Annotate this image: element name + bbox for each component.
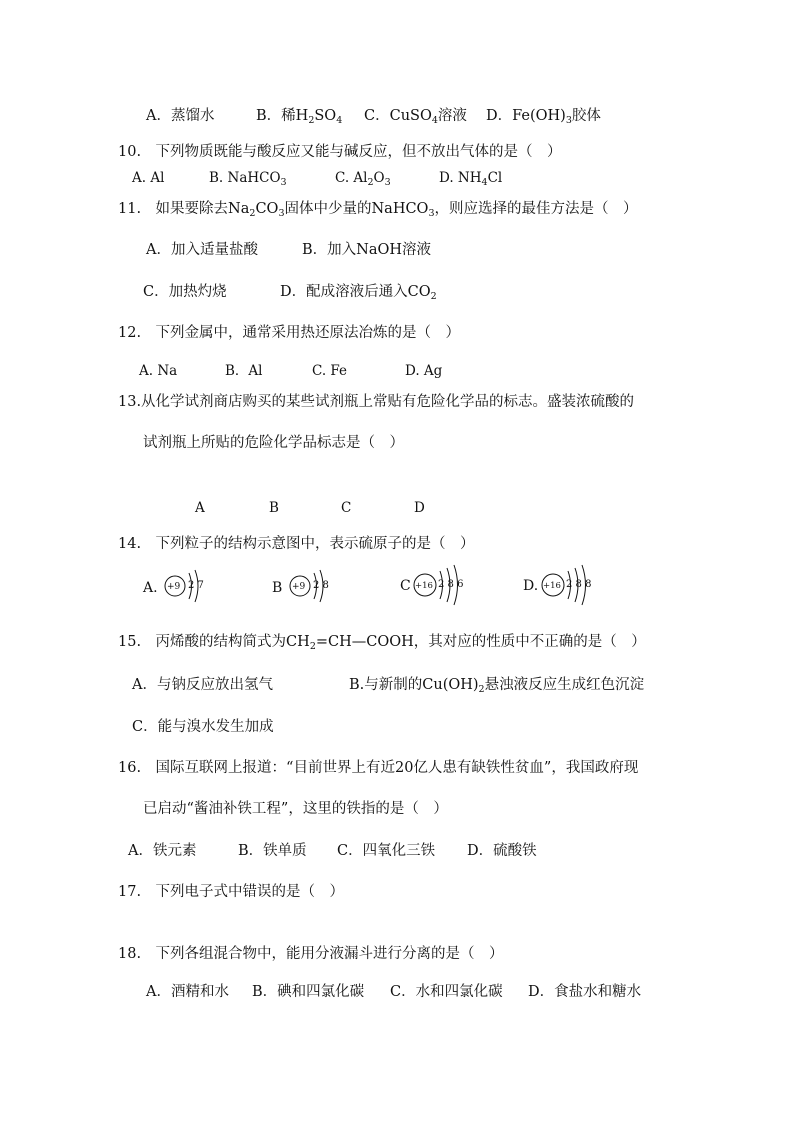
q12-stem: 12. 下列金属中，通常采用热还原法冶炼的是（ ）	[118, 325, 461, 341]
nucleus-charge: +9	[167, 582, 181, 592]
q18-option-b[interactable]: B．碘和四氯化碳	[252, 984, 365, 1000]
q13-option-d[interactable]: D	[414, 500, 425, 516]
q9-option-a[interactable]: A．蒸馏水	[146, 108, 215, 124]
q14-option-d[interactable]	[523, 563, 603, 603]
q9-option-c[interactable]: C．CuSO$_4$溶液	[364, 108, 467, 126]
q13-stem-line-2: 试剂瓶上所贴的危险化学品标志是（ ）	[143, 435, 404, 451]
q15-option-b[interactable]: B.与新制的$Cu(OH)_2$悬浊液反应生成红色沉淀	[349, 677, 645, 695]
option-label: B	[272, 580, 283, 596]
nucleus-charge: +16	[543, 581, 561, 591]
option-label: A.	[143, 580, 158, 596]
q13-option-a[interactable]: A	[195, 500, 205, 516]
option-label: D.	[523, 578, 539, 594]
q14-option-a[interactable]	[143, 566, 213, 606]
q14-option-c[interactable]	[400, 563, 480, 603]
q10-stem: 10. 下列物质既能与酸反应又能与碱反应，但不放出气体的是（ ）	[118, 144, 562, 160]
electron-counts: 2 8	[313, 580, 329, 591]
q15-option-a[interactable]: A．与钠反应放出氢气	[132, 677, 273, 693]
q14-stem: 14. 下列粒子的结构示意图中，表示硫原子的是（ ）	[118, 536, 475, 552]
q18-stem: 18. 下列各组混合物中，能用分液漏斗进行分离的是（ ）	[118, 946, 504, 962]
q13-stem-line-1: 13.从化学试剂商店购买的某些试剂瓶上常贴有危险化学品的标志。盛装浓硫酸的	[118, 394, 635, 410]
electron-counts: 2 8 6	[438, 579, 464, 590]
q15-option-c[interactable]: C．能与溴水发生加成	[132, 719, 274, 735]
nucleus-charge: +16	[415, 581, 433, 591]
q10-option-b[interactable]: B. NaHCO$_3$	[209, 170, 287, 188]
q9-option-b[interactable]: B．稀$H_2SO_4$	[256, 108, 343, 126]
q10-option-c[interactable]: C. $Al_2O_3$	[335, 170, 391, 188]
q12-option-b[interactable]: B．Al	[225, 363, 263, 379]
q17-stem: 17. 下列电子式中错误的是（ ）	[118, 884, 345, 900]
q16-stem-line-1: 16. 国际互联网上报道：“目前世界上有近20亿人患有缺铁性贫血”，我国政府现	[118, 760, 639, 776]
q15-stem: 15. 丙烯酸的结构简式为$CH_2=CH—COOH$，其对应的性质中不正确的是（ ）	[118, 634, 646, 652]
electron-counts: 2 7	[188, 580, 204, 591]
electron-counts: 2 8 8	[566, 579, 592, 590]
q16-option-c[interactable]: C．四氧化三铁	[337, 843, 436, 859]
q13-option-c[interactable]: C	[341, 500, 352, 516]
q16-option-a[interactable]: A．铁元素	[128, 843, 197, 859]
q10-option-a[interactable]: A. Al	[132, 170, 165, 186]
q18-option-d[interactable]: D．食盐水和糖水	[528, 984, 642, 1000]
q12-option-d[interactable]: D. Ag	[405, 363, 443, 379]
q12-option-a[interactable]: A. Na	[139, 363, 178, 379]
q11-stem: 11. 如果要除去$Na_2CO_3$固体中少量的NaHCO$_3$，则应选择的最佳方法是（ ）	[118, 201, 638, 219]
q16-option-b[interactable]: B．铁单质	[238, 843, 307, 859]
q18-option-c[interactable]: C．水和四氯化碳	[390, 984, 503, 1000]
q18-option-a[interactable]: A．酒精和水	[146, 984, 229, 1000]
q14-option-b[interactable]	[272, 566, 342, 606]
q12-option-c[interactable]: C. Fe	[312, 363, 348, 379]
q11-option-d[interactable]: D．配成溶液后通入$CO_2$	[280, 284, 437, 302]
option-label: C	[400, 578, 411, 594]
q10-option-d[interactable]: D. $NH_4Cl$	[439, 170, 503, 188]
q11-option-a[interactable]: A．加入适量盐酸	[146, 242, 258, 258]
q16-option-d[interactable]: D．硫酸铁	[467, 843, 537, 859]
q11-option-c[interactable]: C．加热灼烧	[143, 284, 227, 300]
q13-option-b[interactable]: B	[269, 500, 279, 516]
q11-option-b[interactable]: B．加入NaOH溶液	[302, 242, 432, 258]
nucleus-charge: +9	[292, 582, 306, 592]
q16-stem-line-2: 已启动“酱油补铁工程”，这里的铁指的是（ ）	[143, 801, 448, 817]
q9-option-d[interactable]: D．$Fe(OH)_3$胶体	[486, 108, 601, 126]
